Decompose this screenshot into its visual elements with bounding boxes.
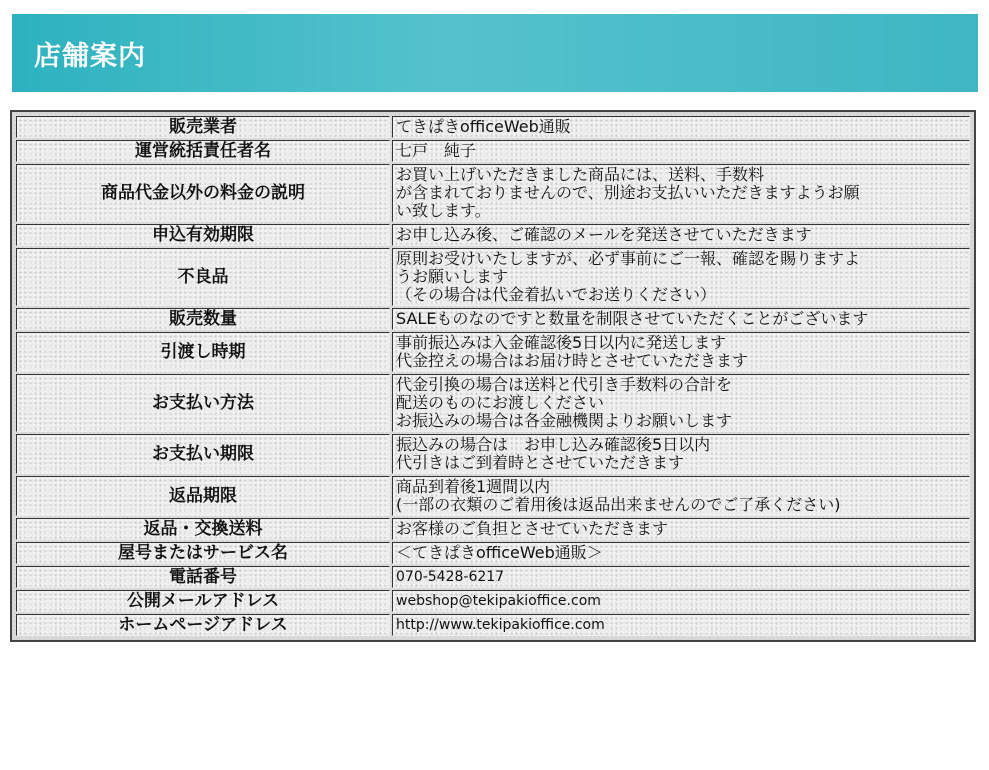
row-value-line: お買い上げいただきました商品には、送料、手数料 — [396, 165, 765, 184]
row-label: 販売業者 — [16, 116, 390, 138]
row-value — [392, 518, 970, 540]
row-value-line: http://www.tekipakioffice.com — [396, 617, 605, 633]
row-value-line: お申し込み後、ご確認のメールを発送させていただきます — [396, 225, 812, 244]
row-label: 販売数量 — [16, 308, 390, 330]
table-row — [16, 140, 970, 162]
table-row — [16, 164, 970, 222]
table-row — [16, 248, 970, 306]
row-value-line: お客様のご負担とさせていただきます — [396, 519, 669, 538]
table-row — [16, 614, 970, 636]
store-info-table-frame — [10, 110, 976, 642]
row-value-line: てきぱきofficeWeb通販 — [396, 117, 571, 136]
row-label: 公開メールアドレス — [16, 590, 390, 612]
row-value-line: い致します。 — [396, 201, 491, 220]
row-label: ホームページアドレス — [16, 614, 390, 636]
store-info-table-body — [16, 116, 970, 636]
row-value — [392, 140, 970, 162]
table-row — [16, 332, 970, 372]
row-value — [392, 224, 970, 246]
table-row — [16, 374, 970, 432]
row-label: 返品・交換送料 — [16, 518, 390, 540]
row-value — [392, 476, 970, 516]
row-value-line: 配送のものにお渡しください — [396, 393, 605, 412]
table-row — [16, 116, 970, 138]
row-value-line: 商品到着後1週間以内 — [396, 477, 551, 496]
table-row — [16, 518, 970, 540]
table-row — [16, 476, 970, 516]
row-value-line: SALEものなのですと数量を制限させていただくことがございます — [396, 309, 869, 328]
row-label: お支払い期限 — [16, 434, 390, 474]
row-value — [392, 332, 970, 372]
row-value — [392, 374, 970, 432]
row-value-line: お振込みの場合は各金融機関よりお願いします — [396, 411, 733, 430]
row-value-line: 七戸 純子 — [396, 141, 477, 160]
row-value — [392, 116, 970, 138]
table-row — [16, 566, 970, 588]
row-label: 引渡し時期 — [16, 332, 390, 372]
row-value — [392, 308, 970, 330]
row-value-line: 070-5428-6217 — [396, 569, 505, 585]
row-value — [392, 434, 970, 474]
section-header — [12, 14, 978, 92]
row-label: 不良品 — [16, 248, 390, 306]
table-row — [16, 434, 970, 474]
row-value — [392, 248, 970, 306]
row-value — [392, 542, 970, 564]
row-label: 返品期限 — [16, 476, 390, 516]
table-row — [16, 590, 970, 612]
row-value-line: 事前振込みは入金確認後5日以内に発送します — [396, 333, 727, 352]
table-row — [16, 224, 970, 246]
row-value — [392, 614, 970, 636]
row-value-line: 原則お受けいたしますが、必ず事前にご一報、確認を賜りますよ — [396, 249, 861, 268]
row-value-line: (一部の衣類のご着用後は返品出来ませんのでご了承ください) — [396, 495, 841, 514]
row-value — [392, 566, 970, 588]
row-label: 屋号またはサービス名 — [16, 542, 390, 564]
row-value-line: 振込みの場合は お申し込み確認後5日以内 — [396, 435, 711, 454]
page-title: 店舗案内 — [34, 41, 146, 72]
row-label: お支払い方法 — [16, 374, 390, 432]
table-row — [16, 308, 970, 330]
row-label: 運営統括責任者名 — [16, 140, 390, 162]
row-value — [392, 590, 970, 612]
store-info-table — [14, 114, 972, 638]
row-label: 商品代金以外の料金の説明 — [16, 164, 390, 222]
row-value-line: が含まれておりませんので、別途お支払いいただきますようお願 — [396, 183, 860, 202]
row-label: 電話番号 — [16, 566, 390, 588]
row-value-line: （その場合は代金着払いでお送りください） — [396, 285, 717, 304]
row-value-line: 代金控えの場合はお届け時とさせていただきます — [396, 351, 749, 370]
row-label: 申込有効期限 — [16, 224, 390, 246]
row-value-line: うお願いします — [396, 267, 509, 286]
row-value-line: 代金引換の場合は送料と代引き手数料の合計を — [396, 375, 733, 394]
row-value-line: webshop@tekipakioffice.com — [396, 593, 601, 609]
table-row — [16, 542, 970, 564]
row-value-line: 代引きはご到着時とさせていただきます — [396, 453, 685, 472]
row-value-line: ＜てきぱきofficeWeb通販＞ — [396, 543, 603, 562]
row-value — [392, 164, 970, 222]
